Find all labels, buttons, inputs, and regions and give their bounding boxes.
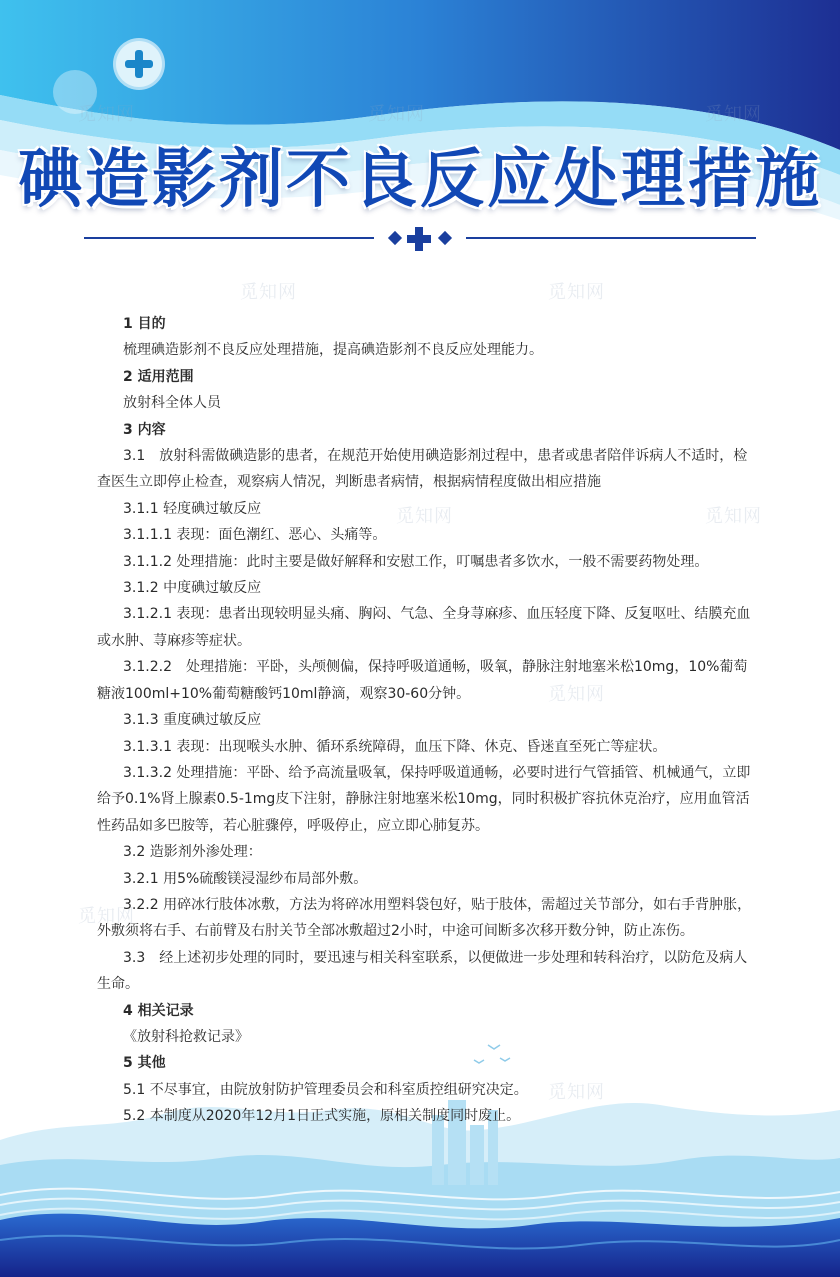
section-heading-purpose: 1 目的 xyxy=(123,316,166,332)
paragraph-3-1-3-1: 3.1.3.1 表现：出现喉头水肿、循环系统障碍，血压下降、休克、昏迷直至死亡等症状。 xyxy=(123,738,667,755)
section-text-scope: 放射科全体人员 xyxy=(123,395,221,412)
page-title: 碘造影剂不良反应处理措施 xyxy=(18,143,822,217)
medical-cross-icon xyxy=(116,41,162,87)
paragraph-3-1-2: 3.1.2 中度碘过敏反应 xyxy=(123,580,262,597)
watermark: 觅知网 xyxy=(368,104,425,125)
watermark: 觅知网 xyxy=(705,506,762,527)
paragraph-3-1: 3.1 放射科需做碘造影的患者，在规范开始使用碘造影剂过程中，患者或患者陪伴诉病人不适时，检查医生立即停止检查，观察病人情况，判断患者病情，根据病情程度做出相应措施 xyxy=(97,448,748,491)
section-text-purpose: 梳理碘造影剂不良反应处理措施，提高碘造影剂不良反应处理能力。 xyxy=(123,342,543,359)
section-heading-other: 5 其他 xyxy=(123,1055,166,1072)
section-text-records: 《放射科抢救记录》 xyxy=(123,1028,249,1045)
divider-line-left xyxy=(84,237,374,239)
paragraph-5-1: 5.1 不尽事宜，由院放射防护管理委员会和科室质控组研究决定。 xyxy=(123,1081,528,1098)
watermark: 觅知网 xyxy=(240,282,297,303)
cross-icon xyxy=(407,227,431,251)
watermark: 觅知网 xyxy=(548,1082,605,1103)
watermark: 觅知网 xyxy=(548,684,605,705)
diamond-icon xyxy=(438,231,452,245)
paragraph-3-1-1-1: 3.1.1.1 表现：面色潮红、恶心、头痛等。 xyxy=(123,527,387,544)
section-heading-scope: 2 适用范围 xyxy=(123,368,194,385)
paragraph-3-1-2-2: 3.1.2.2 处理措施：平卧，头颅侧偏，保持呼吸道通畅，吸氧，静脉注射地塞米松10mg，10%葡萄糖液100ml+10%葡萄糖酸钙10ml静滴，观察30-60分钟。 xyxy=(97,659,748,702)
document-body xyxy=(97,311,757,1130)
paragraph-3-1-2-1: 3.1.2.1 表现：患者出现较明显头痛、胸闷、气急、全身荨麻疹、血压轻度下降、反复呕吐、结膜充血或水肿、荨麻疹等症状。 xyxy=(97,606,751,649)
watermark: 觅知网 xyxy=(705,104,762,125)
watermark: 觅知网 xyxy=(78,906,135,927)
paragraph-5-2: 5.2 本制度从2020年12月1日正式实施，原相关制度同时废止。 xyxy=(123,1108,521,1125)
watermark: 觅知网 xyxy=(548,282,605,303)
watermark: 觅知网 xyxy=(78,104,135,125)
divider-line-right xyxy=(466,237,756,239)
paragraph-3-1-1-2: 3.1.1.2 处理措施：此时主要是做好解释和安慰工作，叮嘱患者多饮水，一般不需要药物处理。 xyxy=(123,553,709,570)
paragraph-3-1-3: 3.1.3 重度碘过敏反应 xyxy=(123,712,262,729)
section-heading-content: 3 内容 xyxy=(123,421,166,438)
paragraph-3-1-1: 3.1.1 轻度碘过敏反应 xyxy=(123,500,262,517)
section-heading-records: 4 相关记录 xyxy=(123,1002,194,1019)
paragraph-3-3: 3.3 经上述初步处理的同时，要迅速与相关科室联系，以便做进一步处理和转科治疗，以防危及病人生命。 xyxy=(97,949,748,993)
watermark: 觅知网 xyxy=(396,506,453,527)
title-divider xyxy=(84,227,756,251)
paragraph-3-2-1: 3.2.1 用5%硫酸镁浸湿纱布局部外敷。 xyxy=(123,870,368,887)
paragraph-3-1-3-2: 3.1.3.2 处理措施：平卧、给予高流量吸氧，保持呼吸道通畅，必要时进行气管插管、机械通气，立即给予0.1%肾上腺素0.5-1mg皮下注射，静脉注射地塞米松10mg，同时积极扩容抗休克治疗，应用血管活性药品如多巴胺等，若心脏骤停，呼吸停止，应立即心肺复苏。 xyxy=(97,764,751,834)
paragraph-3-2: 3.2 造影剂外渗处理： xyxy=(123,844,262,861)
paragraph-3-2-2: 3.2.2 用碎冰行肢体冰敷，方法为将碎冰用塑料袋包好，贴于肢体，需超过关节部分，如右手背肿胀，外敷须将右手、右前臂及右肘关节全部冰敷超过2小时，中途可间断多次移开数分钟，防止冻伤。 xyxy=(97,896,752,940)
diamond-icon xyxy=(388,231,402,245)
